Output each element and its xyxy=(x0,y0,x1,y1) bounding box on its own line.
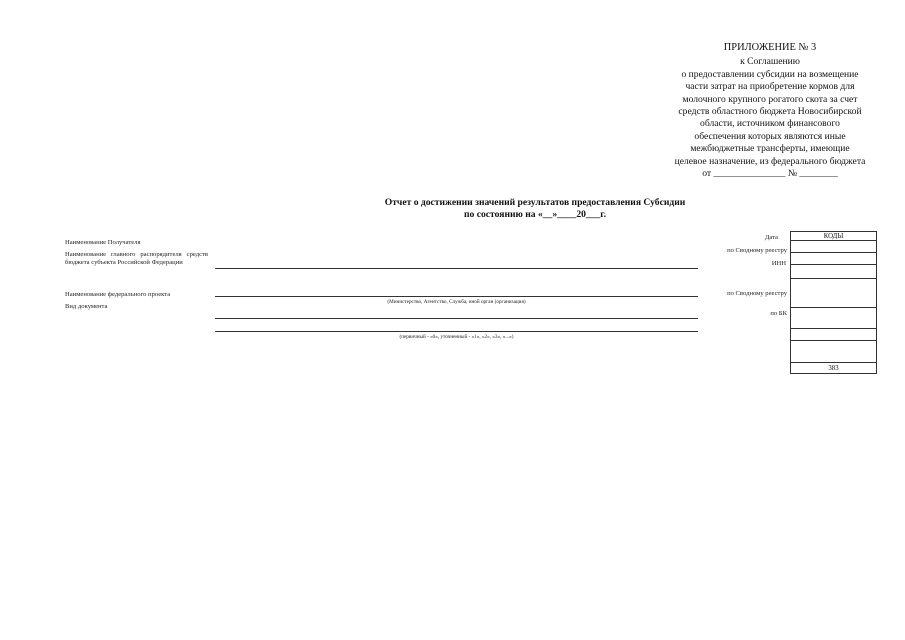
appendix-title: ПРИЛОЖЕНИЕ № 3 xyxy=(723,42,817,53)
inn-label: ИНН xyxy=(771,260,786,267)
bk-label: по БК xyxy=(770,310,787,317)
appendix-line: средств областного бюджета Новосибирской xyxy=(678,106,862,118)
appendix-line: обеспечения которых являются иные xyxy=(694,130,846,142)
code-cell-date[interactable] xyxy=(791,241,877,253)
appendix-line: молочного крупного рогатого скота за счет xyxy=(682,93,858,105)
code-cell-registry[interactable] xyxy=(791,253,877,265)
appendix-line: части затрат на приобретение кормов для xyxy=(685,81,855,93)
consolidated-registry-label: по Сводному реестру xyxy=(727,247,787,254)
document-type-label: Вид документа xyxy=(65,303,108,310)
code-cell-blank[interactable] xyxy=(791,329,877,341)
codes-table xyxy=(790,231,877,374)
appendix-line: межбюджетные трансферты, имеющие xyxy=(690,143,850,155)
federal-project-field-line xyxy=(215,296,698,297)
appendix-header xyxy=(655,42,885,180)
code-cell-inn[interactable] xyxy=(791,265,877,279)
appendix-line: целевое назначение, из федерального бюджета xyxy=(674,155,866,167)
appendix-line: о предоставлении субсидии на возмещение xyxy=(681,68,859,80)
federal-project-label: Наименование федерального проекта xyxy=(65,291,171,298)
report-title-line1: Отчет о достижении значений результатов предоставления Субсидии xyxy=(384,197,686,208)
date-label: Дата xyxy=(764,234,778,241)
report-title-line2: по состоянию на «__»____20___г. xyxy=(464,209,606,220)
ministry-caption: (Министерство, Агентство, Служба, иной орган (организация) xyxy=(387,299,526,305)
codes-header: КОДЫ xyxy=(791,232,877,241)
appendix-line: к Соглашению xyxy=(740,56,800,68)
document-type-field-line-2 xyxy=(215,331,698,332)
appendix-date-number-line: от _______________ № ________ xyxy=(702,168,838,180)
code-cell-registry-2[interactable] xyxy=(791,279,877,308)
code-cell-okei: 383 xyxy=(791,363,877,374)
consolidated-registry-label-2: по Сводному реестру xyxy=(727,290,787,297)
code-cell-bk[interactable] xyxy=(791,308,877,329)
main-manager-label: Наименование главного распорядителя средств бюджета субъекта Российской Федерации xyxy=(65,251,208,266)
report-title xyxy=(300,197,770,221)
main-manager-field-line xyxy=(215,268,698,269)
code-cell-doc-type[interactable] xyxy=(791,341,877,363)
document-type-caption: (первичный - «0», уточненный - «1», «2», «3», «...») xyxy=(399,334,514,340)
document-type-field-line xyxy=(215,318,698,319)
appendix-line: области, источником финансового xyxy=(700,118,840,130)
recipient-label: Наименование Получателя xyxy=(65,239,141,246)
